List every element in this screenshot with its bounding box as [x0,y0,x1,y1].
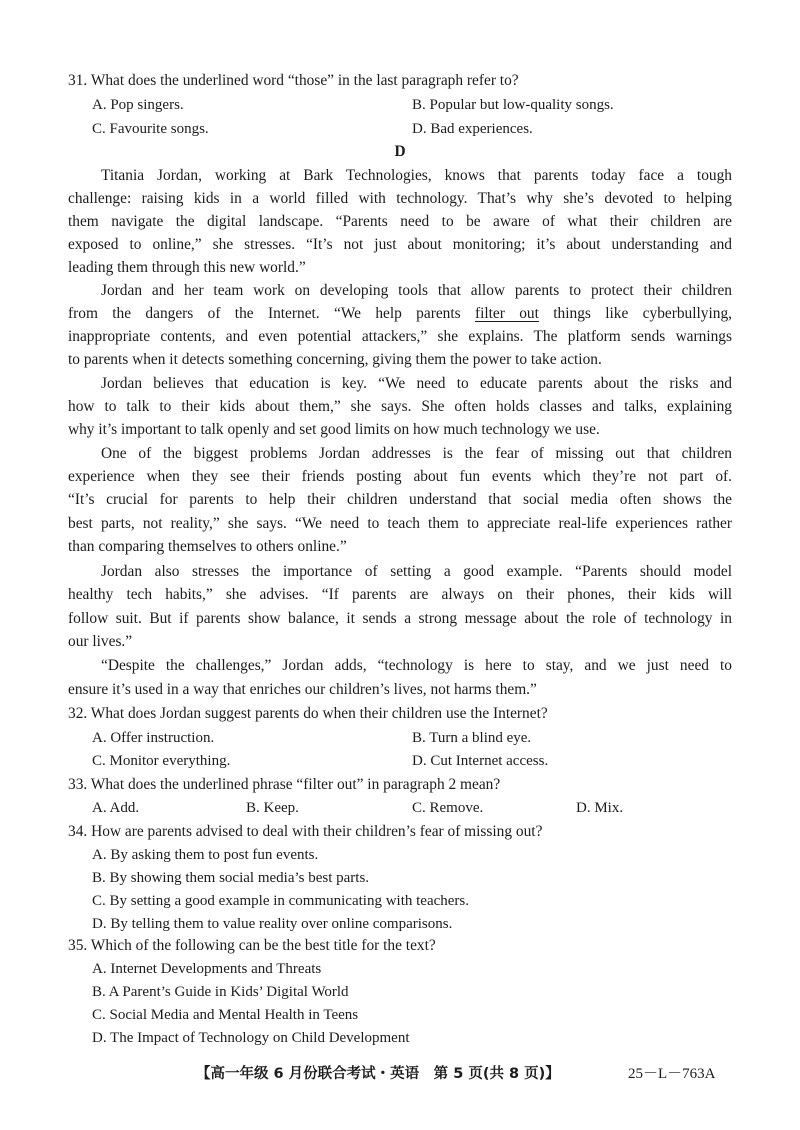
q31-option-b: B. Popular but low-quality songs. [412,97,614,113]
p5-line: Jordan also stresses the importance of setting a good example. “Parents should model [101,563,732,580]
q32-option-d: D. Cut Internet access. [412,753,549,769]
q34-option-b: B. By showing them social media’s best parts. [92,870,370,886]
q35-stem: 35. Which of the following can be the best title for the text? [68,937,436,954]
p4-line: experience when they see their friends posting about fun events which they’re not part of. [68,468,732,485]
p4-line: than comparing themselves to others online.” [68,538,347,555]
p1-line: leading them through this new world.” [68,259,306,276]
p2-line [68,304,732,324]
q33-option-a: A. Add. [92,800,140,816]
q31-stem [68,71,519,91]
q35-option-b: B. A Parent’s Guide in Kids’ Digital World [92,984,349,1000]
p2-line: inappropriate contents, and even potential attackers,” she explains. The platform sends warnings [68,328,732,345]
p1-line: challenge: raising kids in a world filled with technology. That’s why she’s devoted to helping [68,190,732,207]
p4-line: One of the biggest problems Jordan addresses is the fear of missing out that children [101,445,732,462]
q34-option-a: A. By asking them to post fun events. [92,847,319,863]
q35-option-a: A. Internet Developments and Threats [92,961,322,977]
p1-line: exposed to online,” she stresses. “It’s not just about monitoring; it’s about understanding and [68,236,732,253]
p3-line: how to talk to their kids about them,” she says. She often holds classes and talks, explaining [68,398,732,415]
q32-option-c: C. Monitor everything. [92,753,231,769]
q32-option-a: A. Offer instruction. [92,730,215,746]
p5-line: healthy tech habits,” she advises. “If parents are always on their phones, their kids will [68,586,732,603]
p6-line: ensure it’s used in a way that enriches our children’s lives, not harms them.” [68,681,537,698]
p1-line: Titania Jordan, working at Bark Technologies, knows that parents today face a tough [101,167,732,184]
p1-line: them navigate the digital landscape. “Parents need to be aware of what their children are [68,213,732,230]
q32-stem: 32. What does Jordan suggest parents do when their children use the Internet? [68,705,548,722]
p2-line: Jordan and her team work on developing tools that allow parents to protect their children [101,282,732,299]
q34-option-d: D. By telling them to value reality over online comparisons. [92,916,453,932]
q33-option-c: C. Remove. [412,800,484,816]
p2-text: things like cyberbullying, [538,305,732,322]
p5-line: our lives.” [68,633,133,650]
q33-option-d: D. Mix. [576,800,624,816]
q34-option-c: C. By setting a good example in communicating with teachers. [92,893,469,909]
p4-line: best parts, not reality,” she says. “We need to teach them to appreciate real-life experiences rather [68,515,732,532]
q33-stem: 33. What does the underlined phrase “filter out” in paragraph 2 mean? [68,776,501,793]
q31-number: 31. [68,72,88,89]
p3-line: why it’s important to talk openly and set good limits on how much technology we use. [68,421,600,438]
q31-stem-text: What does the underlined word “those” in the last paragraph refer to? [90,72,519,89]
footer-code: 25－L－763A [628,1066,716,1082]
section-letter: D [394,143,406,160]
q35-option-d: D. The Impact of Technology on Child Development [92,1030,410,1046]
underlined-phrase-filter-out: filter out [474,305,539,322]
q34-stem: 34. How are parents advised to deal with their children’s fear of missing out? [68,823,543,840]
p2-text: from the dangers of the Internet. “We help parents [68,305,475,322]
q31-option-d: D. Bad experiences. [412,121,533,137]
p6-line: “Despite the challenges,” Jordan adds, “technology is here to stay, and we just need to [101,657,732,674]
p3-line: Jordan believes that education is key. “We need to educate parents about the risks and [101,375,732,392]
q31-option-a: A. Pop singers. [92,97,184,113]
p5-line: follow suit. But if parents show balance, it sends a strong message about the role of technology in [68,610,732,627]
p4-line: “It’s crucial for parents to help their children understand that social media often shows the [68,491,732,508]
q32-option-b: B. Turn a blind eye. [412,730,532,746]
p2-line: to parents when it detects something concerning, giving them the power to take action. [68,351,602,368]
footer-exam-title: 【高一年级 6 月份联合考试・英语 第 5 页(共 8 页)】 [196,1066,560,1082]
q31-option-c: C. Favourite songs. [92,121,209,137]
q35-option-c: C. Social Media and Mental Health in Teens [92,1007,359,1023]
q33-option-b: B. Keep. [246,800,299,816]
